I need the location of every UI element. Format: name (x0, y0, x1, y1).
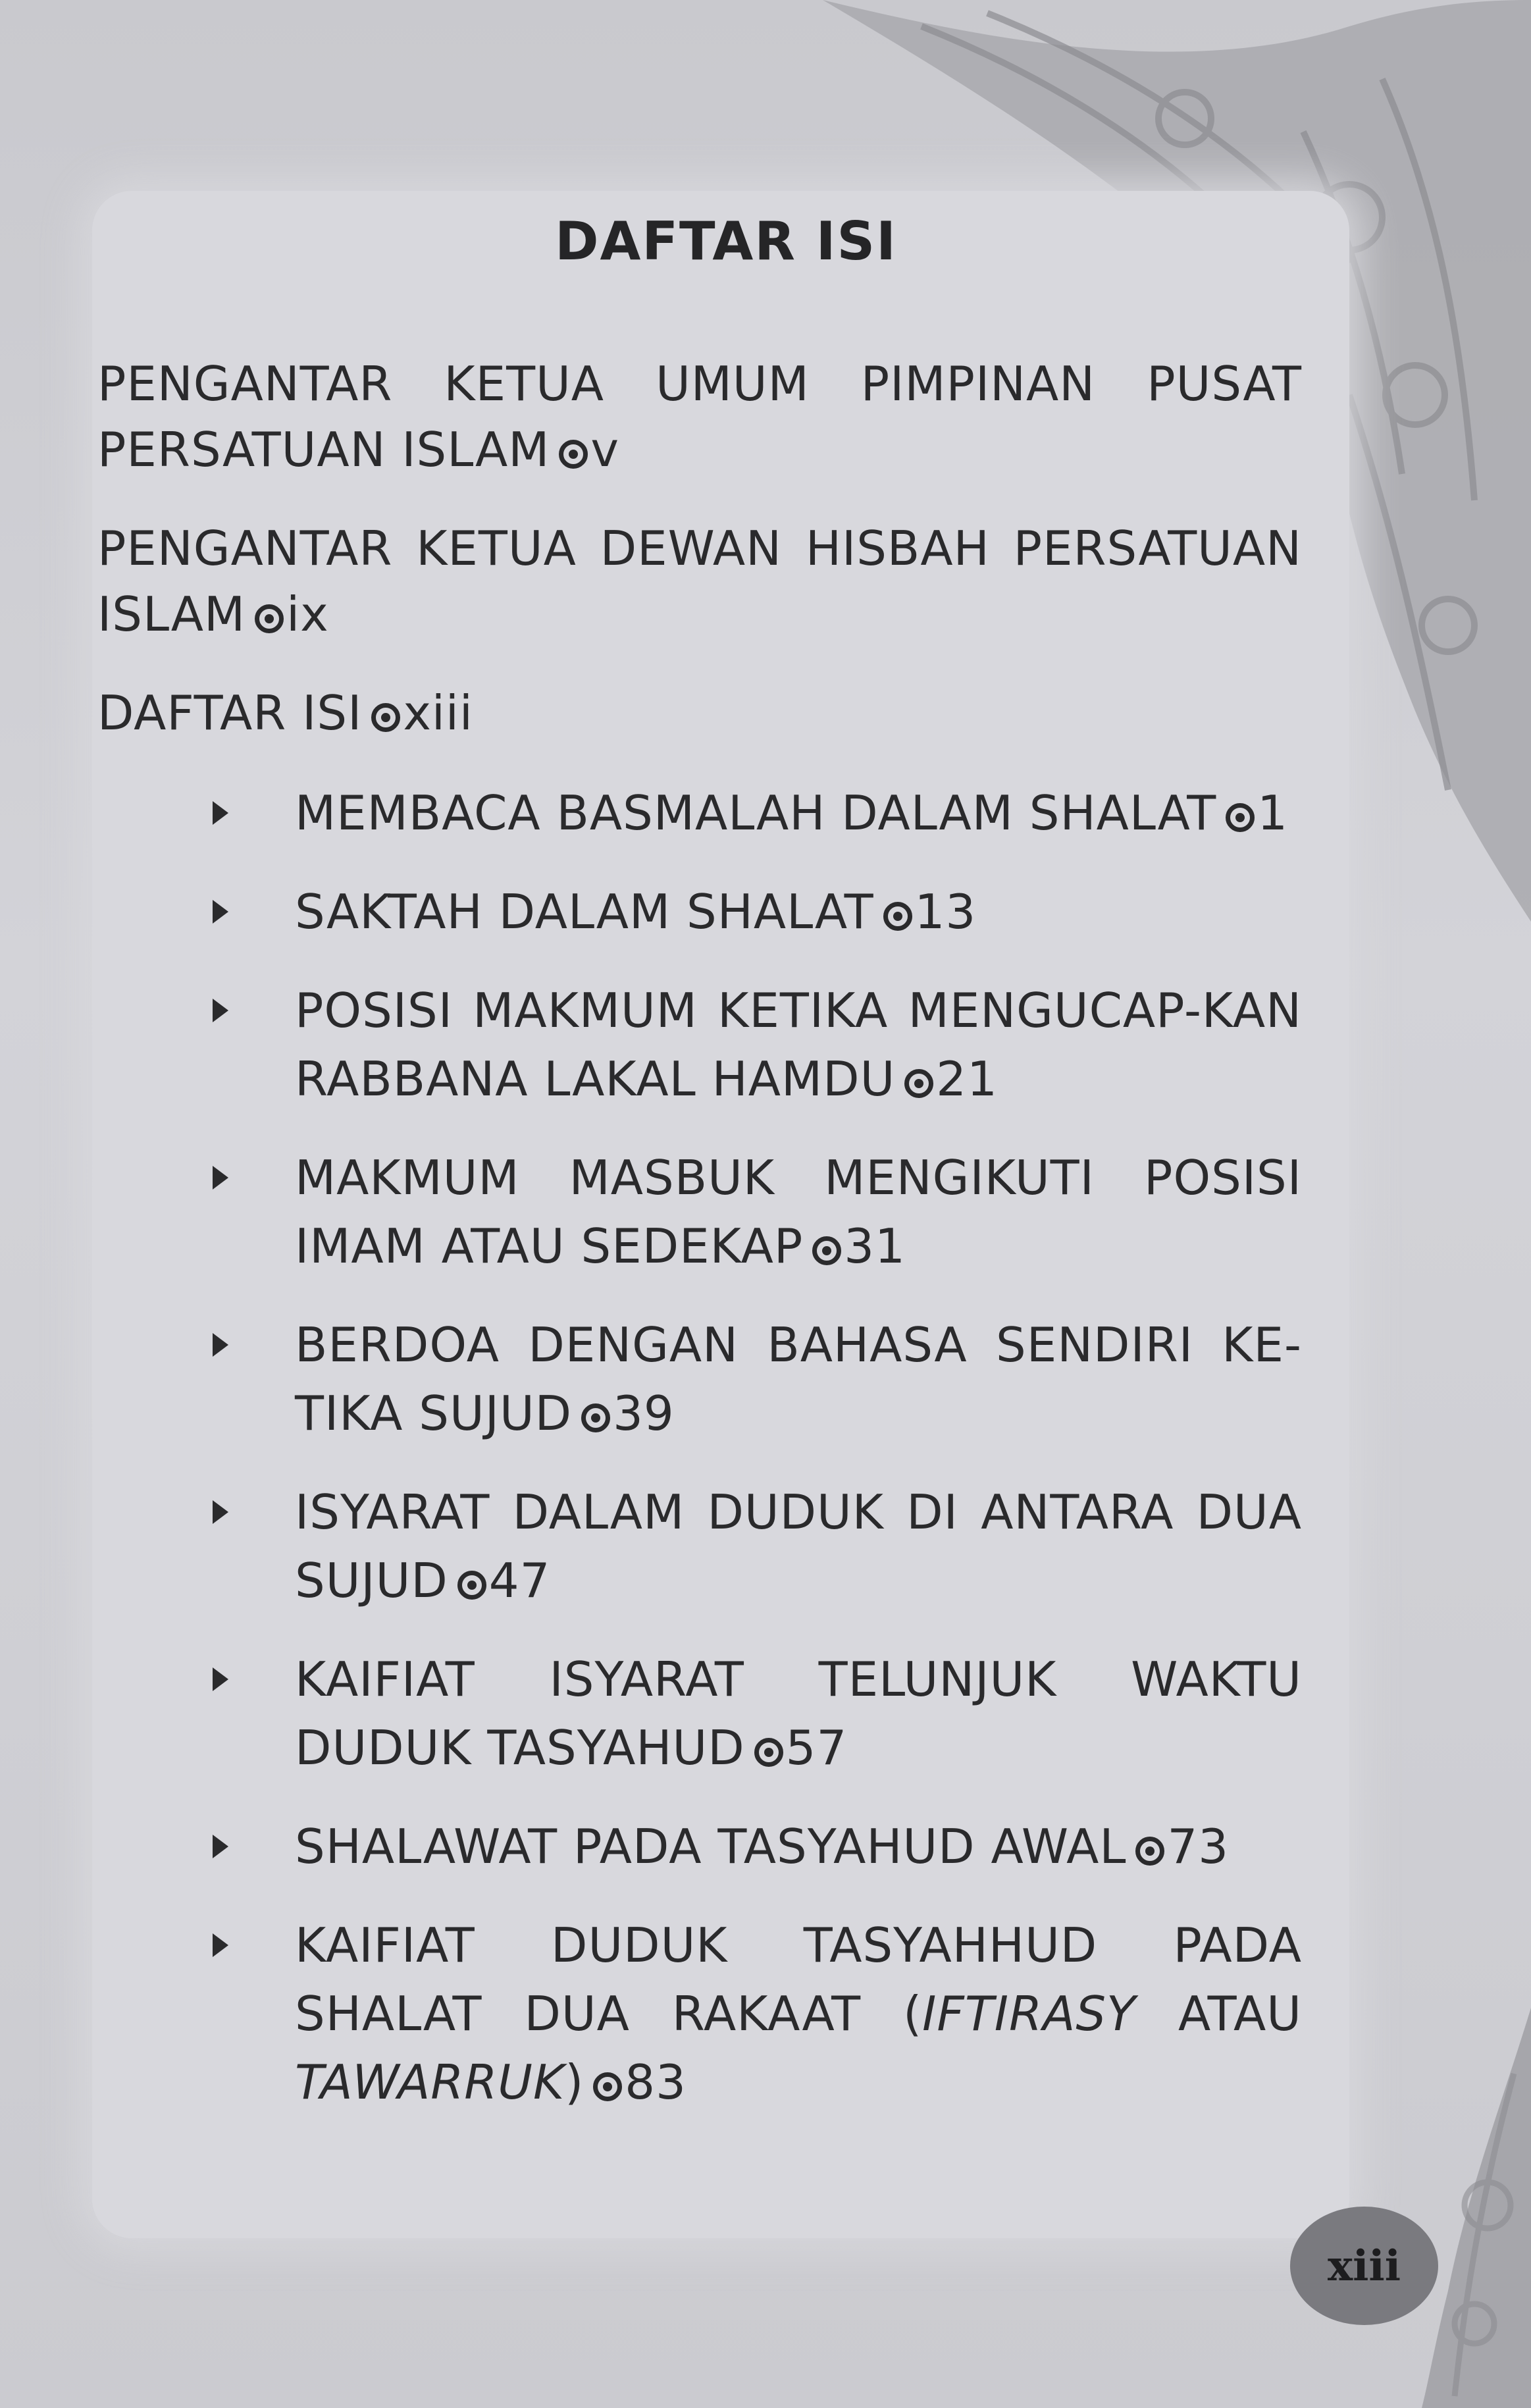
toc-entry-page: v (590, 422, 620, 477)
chapter-title: ISYARAT DALAM DUDUK DI ANTARA DUA SUJUD (295, 1484, 1302, 1608)
target-icon (883, 902, 912, 931)
chapter-title-part: ATAU (1136, 1986, 1302, 2041)
triangle-bullet-icon (213, 900, 228, 924)
chapter-item (97, 1911, 1302, 2116)
toc-entry-page: xiii (403, 685, 473, 741)
target-icon (371, 703, 400, 732)
target-icon (904, 1069, 933, 1098)
chapter-page: 47 (488, 1553, 551, 1608)
target-icon (1135, 1837, 1164, 1866)
chapter-list (97, 779, 1302, 2116)
target-icon (255, 604, 284, 633)
chapter-page: 13 (914, 884, 977, 939)
triangle-bullet-icon (213, 1166, 228, 1190)
triangle-bullet-icon (213, 999, 228, 1022)
chapter-title: BERDOA DENGAN BAHASA SENDIRI KE-TIKA SUJUD (295, 1317, 1302, 1441)
chapter-page: 39 (613, 1386, 675, 1441)
toc-entry-title: PENGANTAR KETUA DEWAN HISBAH PERSATUAN ISLAM (97, 521, 1302, 642)
triangle-bullet-icon (213, 801, 228, 825)
chapter-item (97, 1311, 1302, 1448)
chapter-item (97, 779, 1302, 847)
chapter-title-part: KAIFIAT DUDUK TASYAHHUD PADA SHALAT DUA RAKAAT ( (295, 1918, 1302, 2041)
chapter-title: SHALAWAT PADA TASYAHUD AWAL (295, 1819, 1127, 1874)
toc-entry-title: DAFTAR ISI (97, 685, 363, 741)
chapter-item (97, 1143, 1302, 1280)
page-number: xiii (1327, 2241, 1401, 2291)
chapter-page: 1 (1257, 785, 1289, 841)
toc-entry (97, 351, 1302, 483)
triangle-bullet-icon (213, 1667, 228, 1691)
target-icon (593, 2072, 622, 2101)
chapter-item (97, 1478, 1302, 1615)
table-of-contents (97, 211, 1302, 2147)
chapter-page: 73 (1167, 1819, 1230, 1874)
chapter-title-part: ) (565, 2055, 584, 2110)
page-number-badge (1290, 2207, 1438, 2325)
triangle-bullet-icon (213, 1333, 228, 1357)
target-icon (559, 440, 588, 469)
chapter-title: SAKTAH DALAM SHALAT (295, 884, 874, 939)
page-title: DAFTAR ISI (555, 211, 897, 272)
chapter-item (97, 976, 1302, 1113)
chapter-title: POSISI MAKMUM KETIKA MENGUCAP-KAN RABBANA LAKAL HAMDU (295, 983, 1302, 1107)
triangle-bullet-icon (213, 1500, 228, 1524)
triangle-bullet-icon (213, 1835, 228, 1858)
chapter-item (97, 1812, 1302, 1881)
chapter-page: 83 (625, 2055, 687, 2110)
target-icon (754, 1738, 783, 1767)
target-icon (1226, 803, 1255, 832)
chapter-page: 57 (785, 1720, 848, 1775)
chapter-page: 31 (844, 1218, 906, 1274)
chapter-item (97, 877, 1302, 946)
chapter-title: MAKMUM MASBUK MENGIKUTI POSISI IMAM ATAU SEDEKAP (295, 1150, 1302, 1274)
triangle-bullet-icon (213, 1933, 228, 1957)
toc-entry-page: ix (286, 587, 329, 642)
toc-entry-title: PENGANTAR KETUA UMUM PIMPINAN PUSAT PERSATUAN ISLAM (97, 356, 1302, 477)
chapter-item (97, 1645, 1302, 1782)
target-icon (457, 1571, 486, 1600)
chapter-title: KAIFIAT ISYARAT TELUNJUK WAKTU DUDUK TASYAHUD (295, 1652, 1302, 1775)
target-icon (581, 1403, 610, 1432)
chapter-title: MEMBACA BASMALAH DALAM SHALAT (295, 785, 1217, 841)
chapter-title-italic: TAWARRUK (295, 2055, 565, 2110)
chapter-title-italic: IFTIRASY (922, 1986, 1136, 2041)
toc-entry (97, 680, 1302, 746)
chapter-page: 21 (936, 1051, 998, 1107)
target-icon (812, 1236, 841, 1265)
toc-entry (97, 515, 1302, 647)
